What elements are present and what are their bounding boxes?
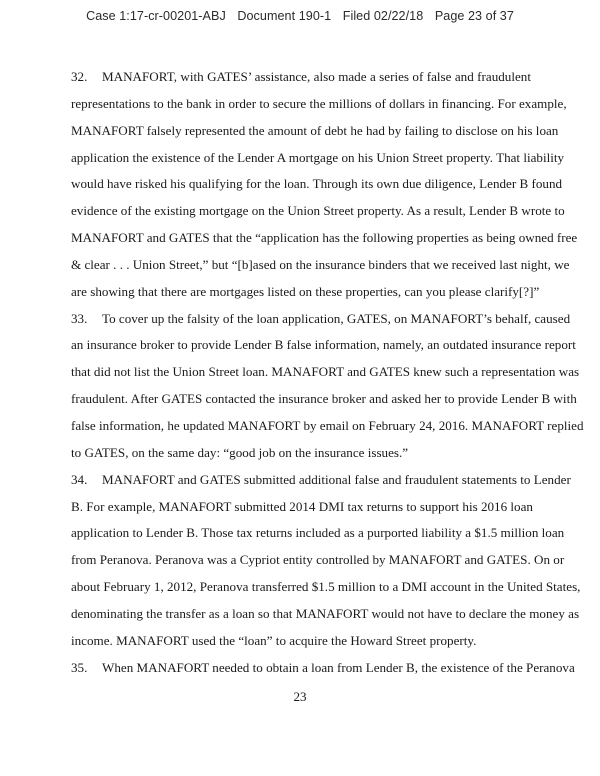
case-number: Case 1:17-cr-00201-ABJ xyxy=(86,9,226,23)
text-line: income. MANAFORT used the “loan” to acquire the Howard Street property. xyxy=(71,632,477,648)
text-line: would have risked his qualifying for the loan. Through its own due diligence, Lender B found xyxy=(71,176,563,192)
text-line: to GATES, on the same day: “good job on the insurance issues.” xyxy=(71,444,409,460)
paragraph-number: 35. xyxy=(71,659,88,675)
text-line: application to Lender B. Those tax returns included as a purported liability a $1.5 million loan xyxy=(71,525,565,541)
paragraph-number: 33. xyxy=(71,310,88,326)
text-line: MANAFORT and GATES that the “application has the following properties as being owned free xyxy=(71,230,578,246)
paragraph-number: 32. xyxy=(71,69,88,84)
page-number: 23 xyxy=(293,689,307,704)
document-body xyxy=(71,64,584,681)
paragraph-33 xyxy=(71,306,584,467)
text-line: MANAFORT falsely represented the amount of debt he had by failing to disclose on his loan xyxy=(71,122,559,138)
text-line: that did not list the Union Street loan. MANAFORT and GATES knew such a representation was xyxy=(71,364,580,380)
text-line: 32. MANAFORT, with GATES’ assistance, also made a series of false and fraudulent xyxy=(71,64,531,91)
text-line: from Peranova. Peranova was a Cypriot entity controlled by MANAFORT and GATES. On or xyxy=(71,552,565,568)
paragraph-32 xyxy=(71,64,578,306)
text-line: 33. To cover up the falsity of the loan application, GATES, on MANAFORT’s behalf, caused xyxy=(71,306,531,333)
text-line: 35. When MANAFORT needed to obtain a loan from Lender B, the existence of the Peranova xyxy=(71,655,531,682)
text-line: & clear . . . Union Street,” but “[b]ased on the insurance binders that we received last night, we xyxy=(71,256,570,272)
document-number: Document 190-1 xyxy=(237,9,332,23)
text-line: are showing that there are mortgages listed on these properties, can you please clarify[?]” xyxy=(71,283,540,299)
text-line: false information, he updated MANAFORT by email on February 24, 2016. MANAFORT replied xyxy=(71,417,584,433)
text-line: B. For example, MANAFORT submitted 2014 DMI tax returns to support his 2016 loan xyxy=(71,498,533,514)
case-header xyxy=(0,9,600,23)
text-line: fraudulent. After GATES contacted the insurance broker and asked her to provide Lender B with xyxy=(71,391,577,407)
paragraph-number: 34. xyxy=(71,471,88,487)
text-line: an insurance broker to provide Lender B false information, namely, an outdated insurance report xyxy=(71,337,576,353)
text-line: evidence of the existing mortgage on the Union Street property. As a result, Lender B wrote to xyxy=(71,203,565,219)
paragraph-35 xyxy=(71,655,575,682)
filed-date: Filed 02/22/18 xyxy=(342,9,424,23)
text-line: application the existence of the Lender A mortgage on his Union Street property. That liability xyxy=(71,149,565,165)
text-line: about February 1, 2012, Peranova transferred $1.5 million to a DMI account in the United States, xyxy=(71,579,581,595)
text-line: representations to the bank in order to secure the millions of dollars in financing. For example, xyxy=(71,95,567,111)
page-of-total: Page 23 of 37 xyxy=(434,9,514,23)
text-line: denominating the transfer as a loan so that MANAFORT would not have to declare the money as xyxy=(71,605,580,621)
paragraph-34 xyxy=(71,467,581,655)
text-line: 34. MANAFORT and GATES submitted additional false and fraudulent statements to Lender xyxy=(71,467,531,494)
